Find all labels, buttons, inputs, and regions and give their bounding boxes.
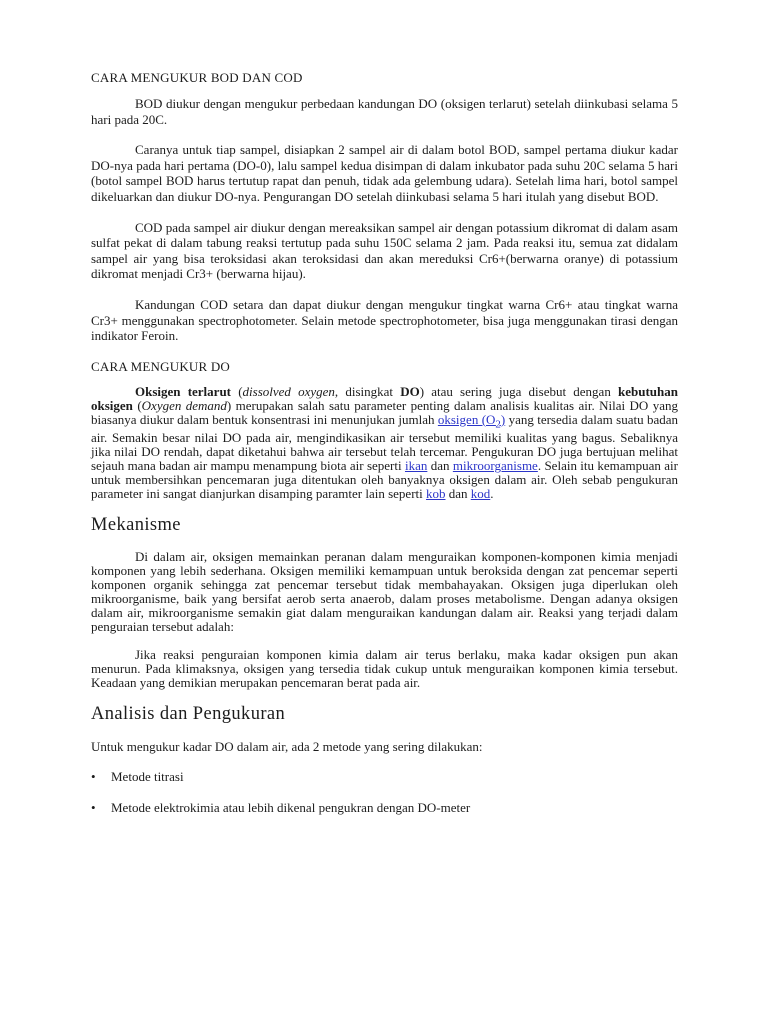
analisis-intro: Untuk mengukur kadar DO dalam air, ada 2 metode yang sering dilakukan: (91, 739, 483, 755)
document-title: CARA MENGUKUR BOD DAN COD (91, 70, 303, 85)
link-oksigen-end: ) (500, 411, 506, 427)
text-run: , disingkat (334, 383, 401, 399)
bod-paragraph-2: Caranya untuk tiap sampel, disiapkan 2 sampel air di dalam botol BOD, sampel pertama diukur kadar DO-nya pada hari pertama (DO-0), lalu sampel kedua disimpan di dalam inkubator pada suhu 20C selama 5 hari (botol sampel BOD harus tertutup rapat dan penuh, tidak ada gelembung udara). Setelah lima hari, botol sampel dikeluarkan dan diukur DO-nya. Pengurangan DO setelah diinkubasi selama 5 hari itulah yang disebut BOD. (91, 142, 678, 204)
mekanisme-paragraph-2: Jika reaksi penguraian komponen kimia dalam air terus berlaku, maka kadar oksigen pun akan menurun. Pada klimaksnya, oksigen yang tersedia tidak cukup untuk menguraikan komponen kimia tersebut. Keadaan yang demikian merupakan pencemaran berat pada air. (91, 647, 678, 691)
text-run: . Selain itu kemampuan air untuk membersihkan pencemaran juga ditentukan oleh banyaknya oksigen dalam air. Oleh sebab pengukuran parameter ini sangat dianjurkan disamping paramter lain seperti (91, 458, 678, 502)
text-run: ( (231, 383, 243, 399)
bod-paragraph-1: BOD diukur dengan mengukur perbedaan kandungan DO (oksigen terlarut) setelah diinkubasi selama 5 hari pada 20C. (91, 96, 678, 127)
list-item-text: Metode elektrokimia atau lebih dikenal pengukran dengan DO-meter (111, 799, 471, 815)
bullet-icon: • (91, 768, 96, 784)
link-kod[interactable]: kod (470, 486, 491, 502)
method-list (91, 769, 678, 815)
term-oksigen-terlarut: Oksigen terlarut (135, 383, 232, 399)
section-heading-mekanisme: Mekanisme (91, 515, 181, 536)
bullet-icon: • (91, 799, 96, 815)
term-kebutuhan-oksigen: kebutuhan oksigen (91, 383, 678, 413)
text-run: yang tersedia dalam suatu badan air. Semakin besar nilai DO pada air, mengindikasikan air tersebut memiliki kualitas yang bagus. Sebaliknya jika nilai DO rendah, dapat diketahui bahwa air tersebut telah tercemar. Pengukuran DO juga bertujuan melihat sejauh mana badan air mampu menampung biota air seperti (91, 411, 678, 474)
term-do: DO (400, 383, 420, 399)
do-heading: CARA MENGUKUR DO (91, 358, 230, 374)
text-run: ( (132, 397, 142, 413)
do-paragraph (91, 385, 678, 502)
link-kob[interactable]: kob (426, 486, 446, 502)
list-item (91, 769, 678, 784)
list-item (91, 800, 678, 815)
text-run: ) atau sering juga disebut dengan (419, 383, 618, 399)
text-run: dan (445, 486, 471, 502)
mekanisme-paragraph-1: Di dalam air, oksigen memainkan peranan dalam menguraikan komponen-komponen kimia menjadi komponen yang lebih sederhana. Oksigen memiliki kemampuan untuk beroksida dengan zat pencemar seperti komponen organik sehingga zat pencemar tersebut tidak membahayakan. Oksigen juga diperlukan oleh mikroorganisme, baik yang bersifat aerob serta anaerob, dalam proses metabolisme. Dengan adanya oksigen dalam air, mikroorganisme semakin giat dalam menguraikan kandungan dalam air. Reaksi yang terjadi dalam penguraian tersebut adalah: (91, 549, 678, 635)
link-oksigen-text: oksigen (O (437, 411, 496, 427)
link-oksigen-subscript: 2 (495, 418, 501, 431)
section-heading-analisis: Analisis dan Pengukuran (91, 704, 286, 725)
list-item-text: Metode titrasi (111, 768, 184, 784)
link-ikan[interactable]: ikan (404, 458, 428, 474)
text-run: . (490, 486, 494, 502)
text-run: ) merupakan salah satu parameter penting dalam analisis kualitas air. Nilai DO yang biasanya diukur dalam bentuk konsentrasi ini menunjukan jumlah (91, 397, 678, 427)
link-oksigen[interactable] (437, 411, 506, 431)
term-oxygen-demand: Oxygen demand (141, 397, 227, 413)
cod-paragraph-1: COD pada sampel air diukur dengan mereaksikan sampel air dengan potassium dikromat di dalam asam sulfat pekat di dalam tabung reaksi tertutup pada suhu 150C selama 2 jam. Pada reaksi itu, semua zat didalam sampel air yang bisa teroksidasi akan teroksidasi dan akan mereduksi Cr6+(berwarna oranye) di potassium dikromat menjadi Cr3+ (berwarna hijau). (91, 219, 678, 282)
text-run: dan (427, 458, 453, 474)
cod-paragraph-2: Kandungan COD setara dan dapat diukur dengan mengukur tingkat warna Cr6+ atau tingkat warna Cr3+ menggunakan spectrophotometer. Selain metode spectrophotometer, bisa juga menggunakan tirasi dengan indikator Feroin. (91, 296, 678, 344)
link-mikroorganisme[interactable]: mikroorganisme (452, 458, 538, 474)
term-dissolved-oxygen: dissolved oxygen (242, 383, 335, 399)
